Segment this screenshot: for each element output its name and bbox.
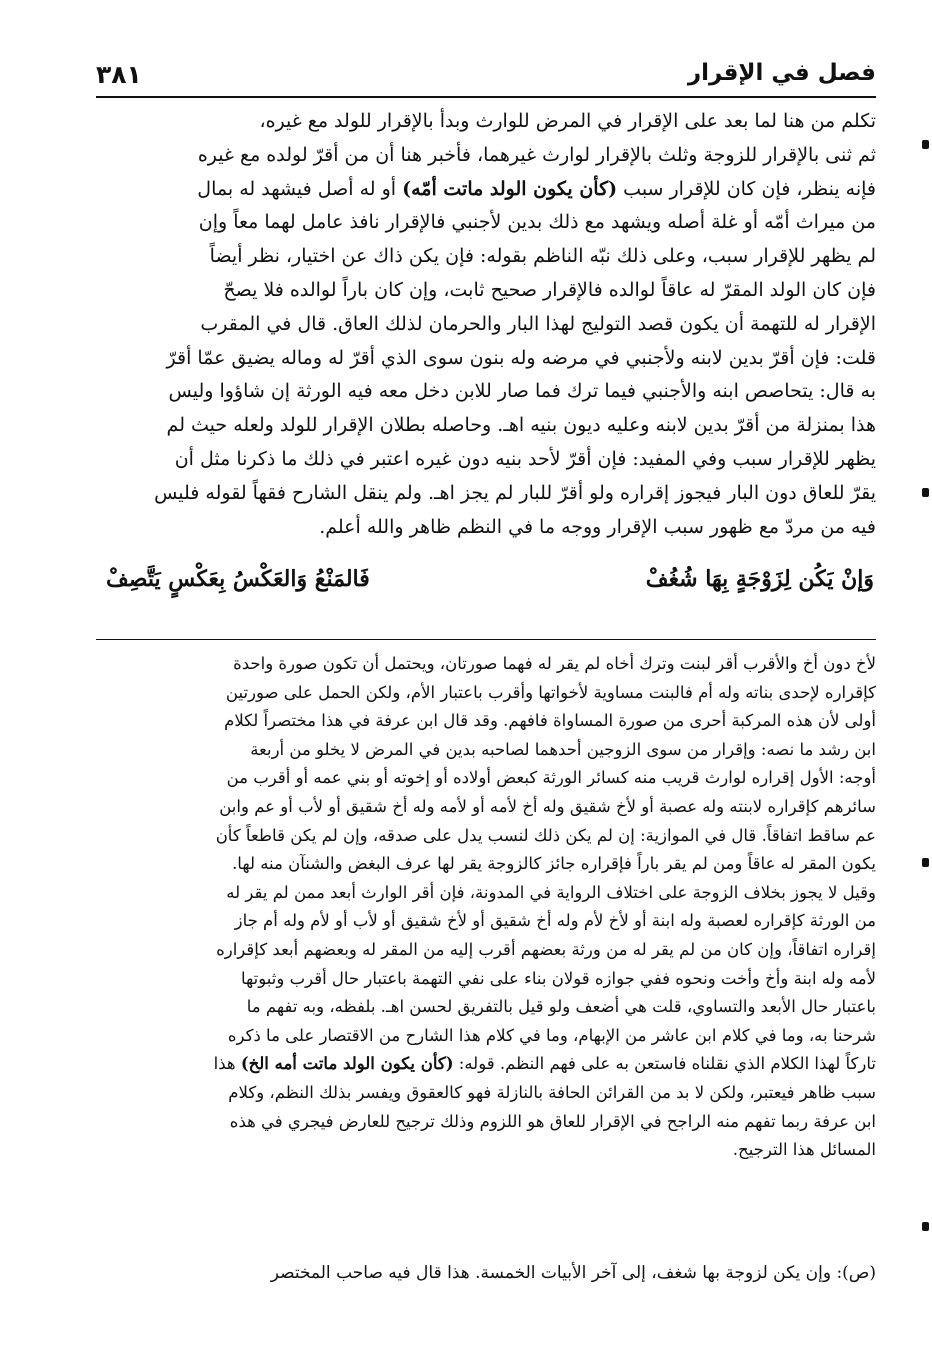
quoted-phrase: (كأن يكون الولد ماتت أمّه) [402, 177, 618, 200]
main-line: هذا بمنزلة من أقرّ بدين لابنه وعليه ديون بنيه اهـ. وحاصله بطلان الإقرار للولد ولعله حيث لم [166, 414, 876, 437]
footnote-line: لأخ دون أخ والأقرب أقر لبنت وترك أخاه لم يقر له فهما صورتان، ويحتمل أن تكون صورة واحدة [233, 654, 876, 673]
main-text-block [96, 105, 876, 544]
footnote-line: لأمه وله ابنة وأخ وأخت ونحوه ففي جوازه قولان بناء على نفي التهمة باعتبار حال أقرب وثبوتها [241, 968, 876, 988]
footnote-line: عم ساقط اتفاقاً. قال في الموازية: إن لم يكن ذلك لنسب يدل على صدقه، وإن لم يكن قاطعاً كأن [215, 825, 876, 845]
footnote-divider [96, 639, 876, 640]
next-section-line: (ص): وإن يكن لزوجة بها شغف، إلى آخر الأبيات الخمسة. هذا قال فيه صاحب المختصر [270, 1263, 876, 1283]
footnote-line: ابن رشد ما نصه: وإقرار من سوى الزوجين أحدهما لصاحبه بدين في المرض لا يخلو من أربعة [250, 739, 876, 759]
footnote-line: من الورثة كإقراره لعصبة وله ابنة أو لأخ لأم وله أخ شقيق أو لأخ شقيق أو لأب أو لأم وله أم جاز [234, 911, 876, 931]
footnote-line: سبب ظاهر فيعتبر، ولكن لا بد من القرائن الحافة بالنازلة فهو كالعقوق ويفسر بذلك النظم، وكلام [228, 1082, 876, 1102]
verse-first-hemistich: وَإنْ يَكُن لِزَوْجَةٍ بِهَا شُغُفْ [645, 566, 874, 592]
main-line: به قال: يتحاصص ابنه والأجنبي فيما ترك فما صار للابن دخل معه فيه الورثة إن شاؤوا وليس [168, 380, 876, 403]
footnote-line: إقراره اتفاقاً، وإن كان من لم يقر له من ورثة بعضهم أقرب إليه من المقر له وبعضهم أبعد كإقراره [216, 939, 876, 959]
main-line: فإن كان الولد المقرّ له عاقاً لوالده فالإقرار صحيح ثابت، وإن كان باراً لوالده فلا يصحّ [223, 278, 876, 301]
footnote-line: أوجه: الأول إقراره لوارث قريب منه كسائر الورثة كبعض أولاده أو إخوته أو بني عمه أو أقرب من [226, 768, 876, 788]
main-line: من ميراث أمّه أو غلة أصله ويشهد مع ذلك بدين لأجنبي فالإقرار نافذ عامل لهما معاً وإن [198, 211, 876, 234]
footnote-line-part: تاركاً لهذا الكلام الذي نقلناه فاستعن به على فهم النظم. قوله: [458, 1054, 876, 1074]
footnote-line [96, 1050, 876, 1079]
scan-margin-mark [922, 1222, 929, 1231]
page-number: ٣٨١ [96, 60, 142, 89]
header-divider [96, 96, 876, 98]
main-line: فيه من مردّ مع ظهور سبب الإقرار ووجه ما في النظم ظاهر والله أعلم. [319, 515, 876, 538]
main-line: يظهر للإقرار سبب وفي المفيد: فإن أقرّ لأحد بنيه دون غيره اعتبر في ذلك ما ذكرنا مثل أن [174, 447, 876, 470]
footnote-line: باعتبار حال الأبعد والتساوي، قلت هي أضعف ولو قيل بالتفريق لحسن اهـ. بلفظه، وبه تفهم ما [246, 997, 876, 1017]
scan-margin-mark [922, 140, 929, 149]
footnote-line: المسائل هذا الترجيح. [732, 1140, 876, 1160]
main-line: قلت: فإن أقرّ بدين لابنه ولأجنبي في مرضه وله بنون سوى الذي أقرّ له وماله يضيق عمّا أقرّ [166, 346, 876, 369]
footnote-line-part: هذا [213, 1054, 236, 1074]
footnote-block [96, 650, 876, 1165]
footnote-line: كإقراره لإحدى بناته وله أم فالبنت مساوية لأخواتها وأقرب باعتبار الأم، ولكن الحمل على صورتين [225, 682, 876, 702]
page-header [96, 56, 876, 96]
verse-second-hemistich: فَالمَنْعُ وَالعَكْسُ بِعَكْسٍ يَتَّصِفْ [106, 566, 370, 592]
chapter-title: فصل في الإقرار [687, 60, 876, 86]
main-line: لم يظهر للإقرار سبب، وعلى ذلك نبّه الناظم بقوله: فإن يكن ذاك عن اختيار، نظر أيضاً [209, 245, 876, 268]
footnote-line: يكون المقر له عاقاً ومن لم يقر باراً فإقراره جائز كالزوجة يقر لها عرف البغض والشنآن منه لها. [232, 854, 876, 874]
main-line: الإقرار له للتهمة أن يكون قصد التوليج لهذا البار والحرمان لذلك العاق. قال في المقرب [200, 312, 876, 335]
main-line-part: فإنه ينظر، فإن كان للإقرار سبب [623, 177, 876, 200]
footnote-line: وقيل لا يجوز بخلاف الزوجة على اختلاف الرواية في المدونة، فإن أقر الوارث أبعد ممن لم يقر له [226, 882, 876, 902]
main-line: تكلم من هنا لما بعد على الإقرار في المرض للوارث وبدأ بالإقرار للولد مع غيره، [259, 110, 876, 132]
scan-margin-mark [922, 488, 929, 497]
footnote-line: أولى لأن هذه المركبة أحرى من صورة المساواة فافهم. وقد قال ابن عرفة في هذا مختصراً لكلام [224, 711, 876, 731]
main-line [96, 173, 876, 207]
main-line-part: أو له أصل فيشهد له بمال [197, 177, 397, 200]
quoted-phrase: (كأن يكون الولد ماتت أمه الخ) [240, 1054, 454, 1074]
poem-verse [96, 566, 876, 606]
main-line: ثم ثنى بالإقرار للزوجة وثلث بالإقرار لوارث غيرهما، فأخبر هنا أن من أقرّ لولده مع غيره [197, 143, 876, 166]
main-line: يقرّ للعاق دون البار فيجوز إقراره ولو أقرّ للبار لم يجز اهـ. ولم ينقل الشارح فقهاً لقوله فليس [154, 481, 876, 504]
footnote-line: شرحنا به، وما في كلام ابن عاشر من الإبهام، وما في كلام هذا الشارح من الاقتصار على ما ذكره [227, 1025, 876, 1045]
footnote-line: سائرهم كإقراره لابنته وله عصبة أو لأخ شقيق وله أخ لأمه أو لأمه وله أخ شقيق أو لأب أو عم وابن [219, 796, 876, 816]
scan-margin-mark [922, 858, 929, 867]
footnote-line: ابن عرفة ربما تفهم منه الراجح في الإقرار للعاق هو اللزوم وذلك ترجيح للعارض فيجري في هذه [229, 1111, 876, 1131]
